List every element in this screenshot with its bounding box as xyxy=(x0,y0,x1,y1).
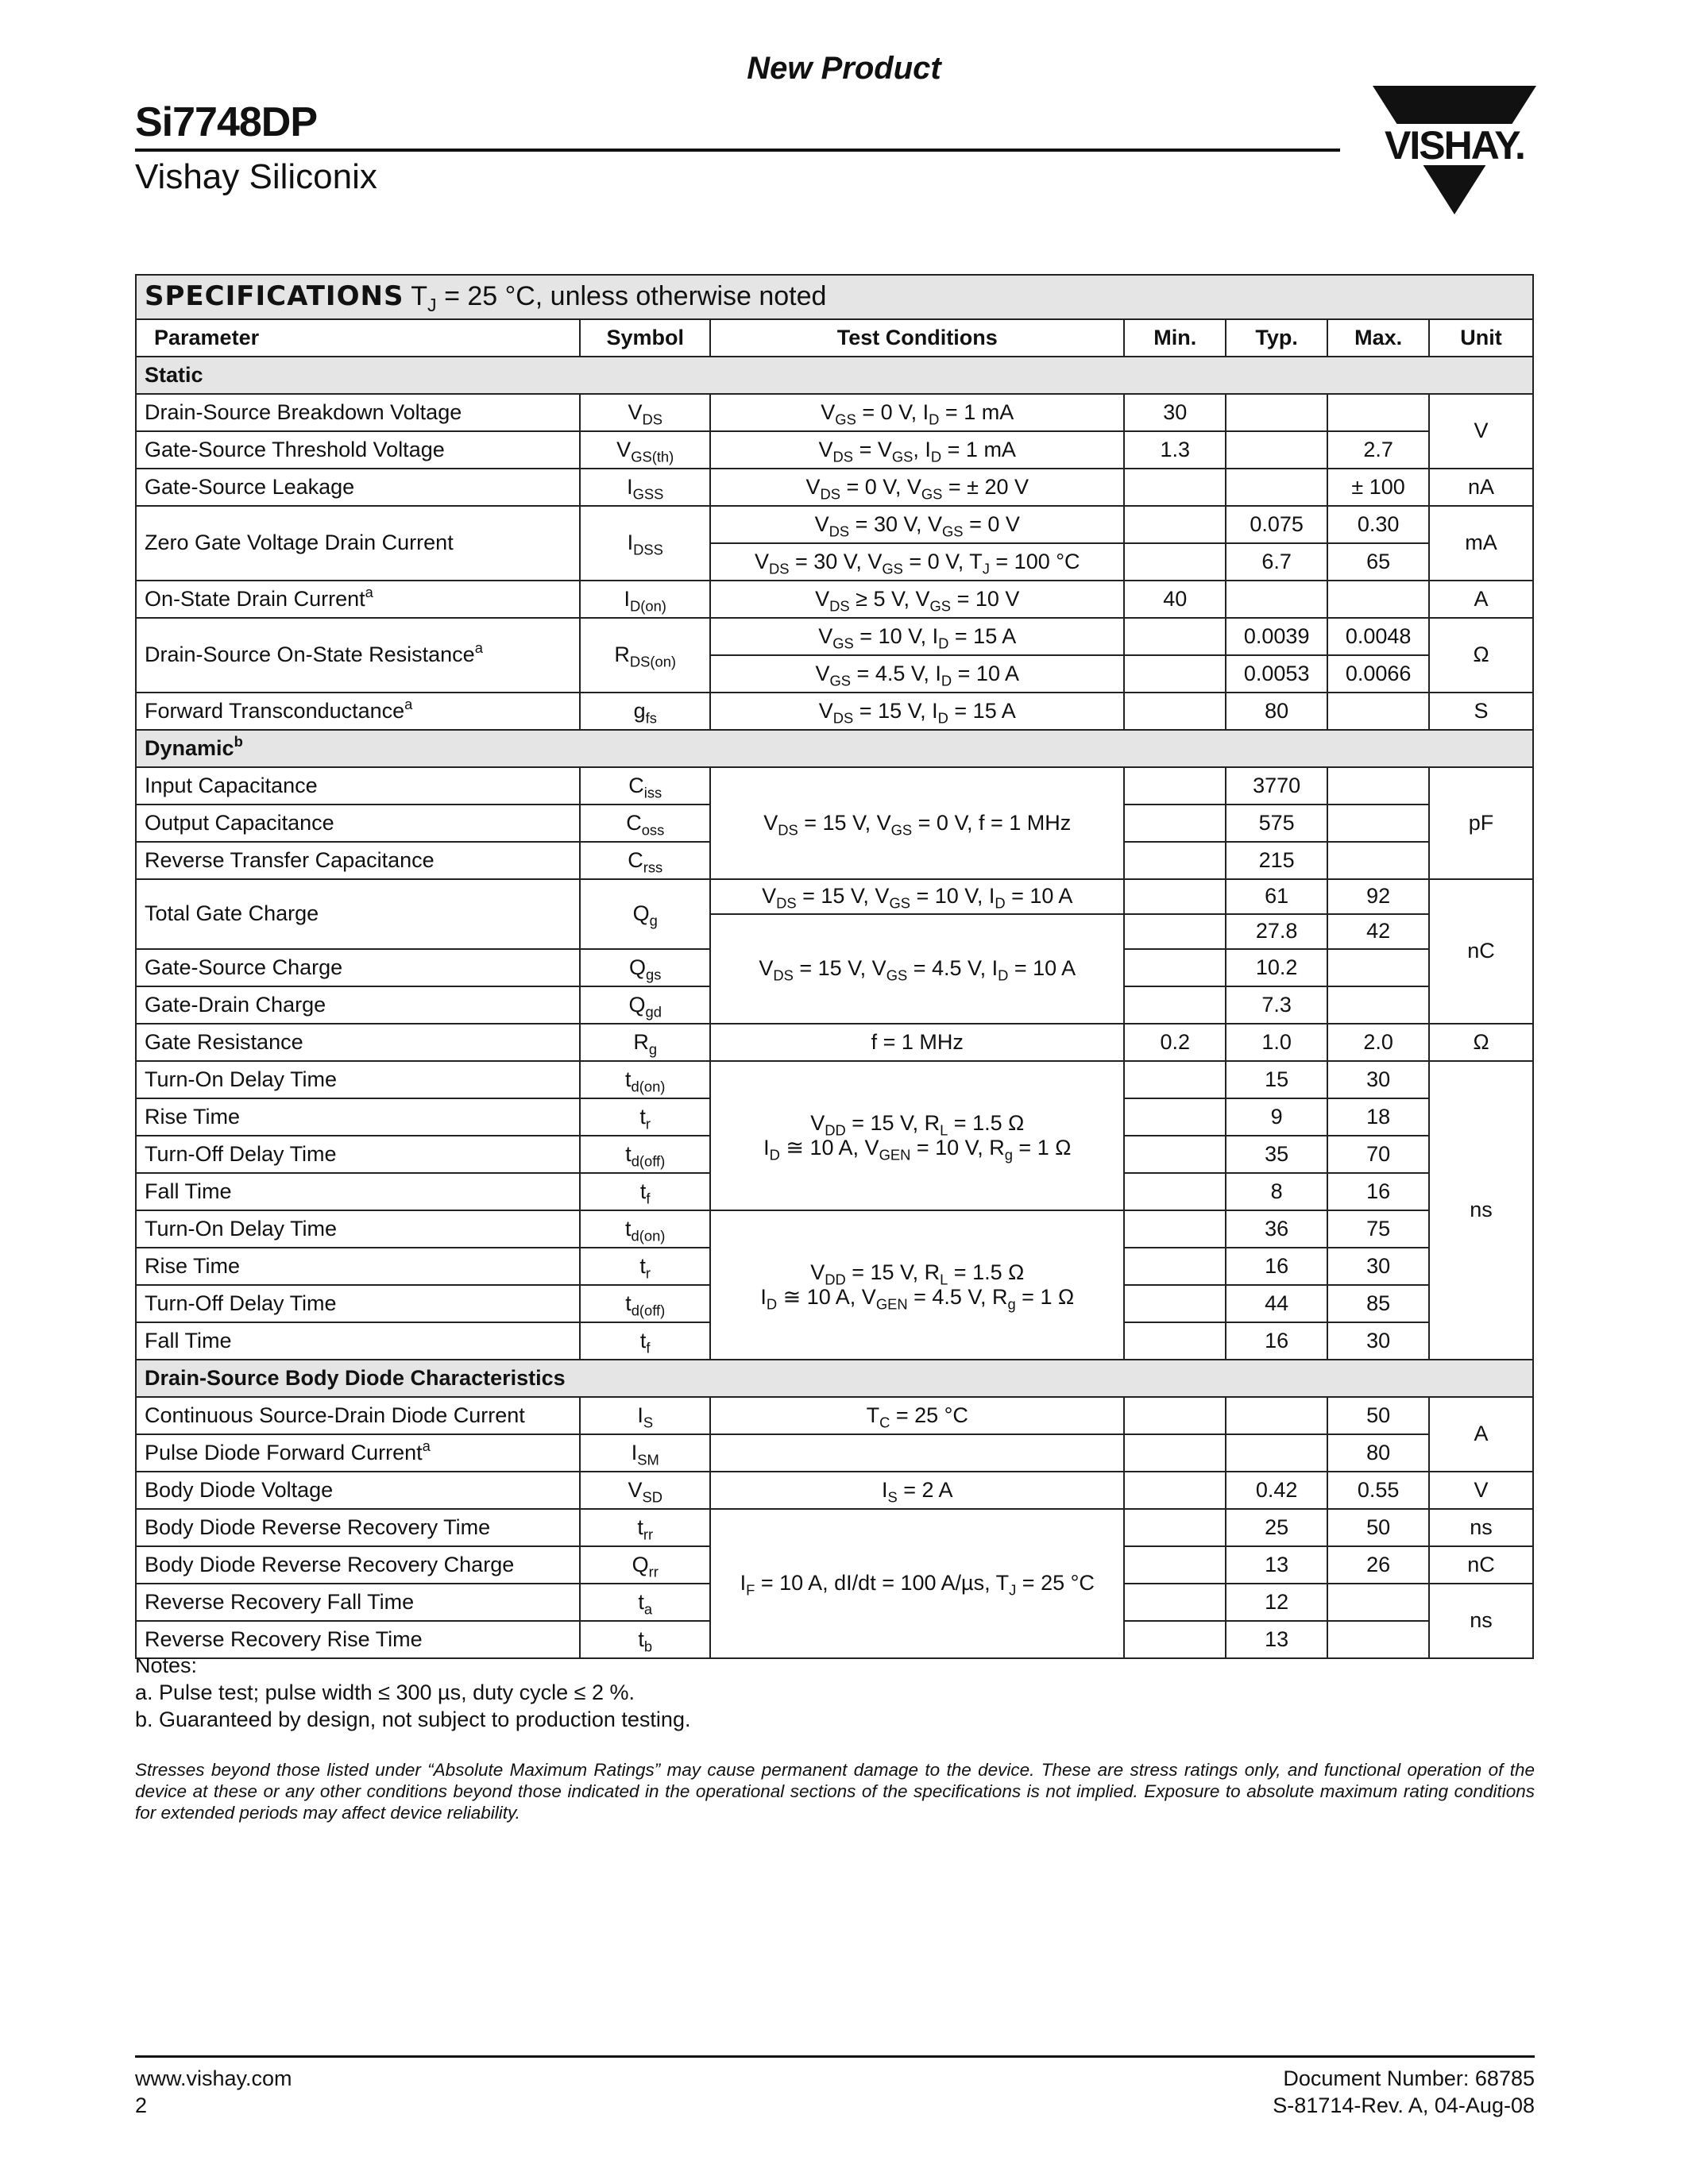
table-title-bold: SPECIFICATIONS xyxy=(145,280,404,313)
table-row: Turn-Off Delay Time $t_{d(off)}$ 44 85 xyxy=(136,1285,1533,1322)
section-static: Static xyxy=(136,357,1533,394)
table-row: $V_{DS} = 15$ V, $V_{GS} = 4.5$ V, $I_D = 10$ A 27.8 42 xyxy=(136,914,1533,949)
section-dynamic: Dynamic$^b$ xyxy=(136,730,1533,767)
table-row: Total Gate Charge $Q_g$ $V_{DS} = 15$ V, $V_{GS} = 10$ V, $I_D = 10$ A 61 92 nC xyxy=(136,879,1533,914)
col-parameter: Parameter xyxy=(136,319,580,357)
header-rule xyxy=(135,149,1340,152)
table-row: $V_{DS} = 30$ V, $V_{GS} = 0$ V, $T_J = 100$ °C 6.7 65 xyxy=(136,543,1533,581)
specifications-table xyxy=(135,274,1534,1659)
table-row: On-State Drain Current$^a$ $I_{D(on)}$ $V_{DS} \ge 5$ V, $V_{GS} = 10$ V 40 A xyxy=(136,581,1533,618)
footer-left xyxy=(135,2065,292,2119)
page-number: 2 xyxy=(135,2093,148,2117)
table-row: Pulse Diode Forward Current$^a$ $I_{SM}$ 80 xyxy=(136,1434,1533,1472)
table-row: Gate-Source Leakage $I_{GSS}$ $V_{DS} = 0$ V, $V_{GS}$ = ± 20 V ± 100 nA xyxy=(136,469,1533,506)
document-number: Document Number: 68785 xyxy=(1283,2066,1535,2090)
footer-rule xyxy=(135,2055,1535,2058)
table-row: Rise Time $t_r$ 16 30 xyxy=(136,1248,1533,1285)
notes-heading: Notes: xyxy=(135,1653,198,1677)
col-typ: Typ. xyxy=(1226,319,1327,357)
table-row: Output Capacitance $C_{oss}$ 575 xyxy=(136,805,1533,842)
table-row: Turn-Off Delay Time $t_{d(off)}$ 35 70 xyxy=(136,1136,1533,1173)
col-min: Min. xyxy=(1124,319,1226,357)
vishay-logo xyxy=(1373,86,1536,214)
col-unit: Unit xyxy=(1429,319,1533,357)
table-row: Continuous Source-Drain Diode Current $I_S$ $T_C = 25$ °C 50 A xyxy=(136,1397,1533,1434)
footer-right xyxy=(1273,2065,1535,2119)
col-symbol: Symbol xyxy=(580,319,710,357)
website-link[interactable]: www.vishay.com xyxy=(135,2066,292,2090)
column-header-row xyxy=(136,319,1533,357)
table-row: Forward Transconductance$^a$ $g_{fs}$ $V_{DS} = 15$ V, $I_D = 15$ A 80 S xyxy=(136,693,1533,730)
table-row: Fall Time $t_f$ 16 30 xyxy=(136,1322,1533,1360)
table-row: Body Diode Reverse Recovery Charge $Q_{rr}$ 13 26 nC xyxy=(136,1546,1533,1584)
table-title: SPECIFICATIONS $T_J = 25$ °C, unless otherwise noted xyxy=(136,275,1533,319)
col-test-conditions: Test Conditions xyxy=(710,319,1124,357)
disclaimer: Stresses beyond those listed under “Absolute Maximum Ratings” may cause permanent damage to the device. These are stress ratings only, and functional operation of the device at these or any other conditions beyond those indicated in the operational sections of the specifications is not implied. Exposure to absolute maximum rating conditions for extended periods may affect device reliability. xyxy=(135,1760,1535,1823)
table-row: Zero Gate Voltage Drain Current $I_{DSS}$ $V_{DS} = 30$ V, $V_{GS} = 0$ V 0.075 0.30 mA xyxy=(136,506,1533,543)
note-b: b. Guaranteed by design, not subject to production testing. xyxy=(135,1707,691,1731)
revision: S-81714-Rev. A, 04-Aug-08 xyxy=(1273,2093,1535,2117)
part-number: Si7748DP xyxy=(135,99,318,145)
table-row: $V_{GS} = 4.5$ V, $I_D = 10$ A 0.0053 0.0066 xyxy=(136,655,1533,693)
section-diode: Drain-Source Body Diode Characteristics xyxy=(136,1360,1533,1397)
note-a: a. Pulse test; pulse width ≤ 300 µs, duty cycle ≤ 2 %. xyxy=(135,1680,635,1704)
table-row: Gate-Source Charge $Q_{gs}$ 10.2 xyxy=(136,949,1533,986)
table-row: Rise Time $t_r$ 9 18 xyxy=(136,1098,1533,1136)
table-row: Gate-Drain Charge $Q_{gd}$ 7.3 xyxy=(136,986,1533,1024)
table-row: Turn-On Delay Time $t_{d(on)}$ $V_{DD} = 15$ V, $R_L = 1.5$ Ω $I_D$ ≅ 10 A, $V_{GEN} = 10$ V, $R_g = 1$ Ω 15 30 ns xyxy=(136,1061,1533,1098)
table-row: Reverse Recovery Rise Time $t_b$ 13 xyxy=(136,1621,1533,1658)
table-row: Gate Resistance $R_g$ f = 1 MHz 0.2 1.0 2.0 Ω xyxy=(136,1024,1533,1061)
table-row: Turn-On Delay Time $t_{d(on)}$ $V_{DD} = 15$ V, $R_L = 1.5$ Ω $I_D$ ≅ 10 A, $V_{GEN} = 4.5$ V, $R_g = 1$ Ω 36 75 xyxy=(136,1210,1533,1248)
table-row: Drain-Source Breakdown Voltage $V_{DS}$ $V_{GS} = 0$ V, $I_D = 1$ mA 30 V xyxy=(136,394,1533,431)
table-row: Input Capacitance $C_{iss}$ $V_{DS} = 15$ V, $V_{GS} = 0$ V, f = 1 MHz 3770 pF xyxy=(136,767,1533,805)
table-row: Reverse Transfer Capacitance $C_{rss}$ 215 xyxy=(136,842,1533,879)
table-row: Body Diode Reverse Recovery Time $t_{rr}$ $I_F = 10$ A, dI/dt = 100 A/µs, $T_J = 25$ °C 25 50 ns xyxy=(136,1509,1533,1546)
svg-text:VISHAY.: VISHAY. xyxy=(1385,123,1524,168)
table-row: Gate-Source Threshold Voltage $V_{GS(th)}$ $V_{DS} = V_{GS}$, $I_D = 1$ mA 1.3 2.7 xyxy=(136,431,1533,469)
table-title-rest: = 25 °C, unless otherwise noted xyxy=(444,281,827,312)
table-row: Body Diode Voltage $V_{SD}$ $I_S = 2$ A 0.42 0.55 V xyxy=(136,1472,1533,1509)
table-row: Reverse Recovery Fall Time $t_a$ 12 ns xyxy=(136,1584,1533,1621)
table-row: Drain-Source On-State Resistance$^a$ $R_{DS(on)}$ $V_{GS} = 10$ V, $I_D = 15$ A 0.0039 0.0048 Ω xyxy=(136,618,1533,655)
new-product-banner: New Product xyxy=(747,51,941,86)
col-max: Max. xyxy=(1327,319,1429,357)
company-name: Vishay Siliconix xyxy=(135,157,377,196)
table-row: Fall Time $t_f$ 8 16 xyxy=(136,1173,1533,1210)
notes xyxy=(135,1652,690,1733)
